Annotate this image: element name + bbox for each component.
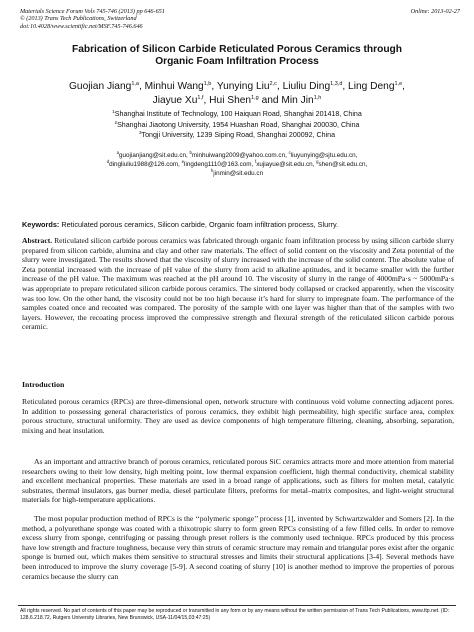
author-sup: 2,c <box>269 81 277 87</box>
body-paragraph: The most popular production method of RPCs is the ‘‘polymeric sponge’’ process [1], invented by Schwartzwalder and Somers [2]. In the method, a polyurethane sponge was coated with a thixotropic slurry to form green RPCs consisting of a few filled cells. In order to remove excess slurry from sponge, centrifuging or passing through preset rollers is the commonly used technique. RPCs produced by this process have low strength and fracture toughness, because very thin struts of ceramic structure may remain and triangular pores exist after the organic sponge is burned out, which makes them sensitive to structural stresses and limits their structural applications [3-4]. Several methods have been introduced to improve the slurry coverage [5-9]. A second coating of slurry [10] is another method to improve the properties of porous ceramics because the slurry can <box>22 514 454 581</box>
body-paragraph: As an important and attractive branch of porous ceramics, reticulated porous SiC ceramics attracts more and more attention from material researchers owing to their low density, high melting point, low thermal expansion coefficient, high thermal conductivity, chemical stability and excellent mechanical properties. These materials are used in a broad range of applications, such as filters for molten metal, catalytic substrates, thermal insulators, gas burner media, diesel particulate filters, preforms for metal–matrix composites, and light-weight structural materials for high-temperature applications. <box>22 457 454 505</box>
author-sup: 1,a <box>131 81 139 87</box>
copyright-footer: All rights reserved. No part of contents of this paper may be reproduced or transmitted in any form or by any means without the written permission of Trans Tech Publications, www.ttp.net. (ID: 128.6.218.72, Rutgers University Libraries, New Brunswick, USA-11/04/15,03:47:25) <box>20 608 450 621</box>
email-sup: d <box>106 159 110 165</box>
email-sup: a <box>116 150 120 155</box>
author-name: Ling Deng <box>348 81 395 92</box>
author-list <box>18 80 456 107</box>
affiliation-text: Shanghai Institute of Technology, 100 Haiquan Road, Shanghai 201418, China <box>114 110 362 118</box>
author-sep: , <box>276 81 283 92</box>
author-sep: , <box>211 81 217 92</box>
abstract-text: Reticulated silicon carbide porous ceramics was fabricated through organic foam infiltration process by using silicon carbide slurry prepared from silicon carbide, alumina and clay and other raw materials. The effect of solid content on the viscosity and Zeta potential of the slurry were investigated. The results showed that the viscosity of slurry increased with the increase of the solid content. The absolute value of Zeta potential increased with the increase of pH value of the slurry from acid to alkaline aptitudes, and it became smaller with the further increase of the pH value. The maximum was reached at the pH around 10. The viscosity of slurry in the range of 4000mPa·s ~ 5000mPa·s was appropriate to prepare reticulated silicon carbide porous ceramics. The sintered body collapsed or cracked apparently, when the viscosity was too low. On the other hand, the viscosity could not be too high because it’s hard for slurry to impregnate foam. The performance of the samples coated once and recoated was compared. The porosity of the sample with one layer was higher than that of the samples with two layers. However, the recoating process improved the compressive strength and flexural strength of the reticulated silicon carbide porous ceramic. <box>22 236 454 332</box>
email-sup: b <box>189 150 192 155</box>
copyright-line: © (2013) Trans Tech Publications, Switzerland <box>20 15 137 23</box>
email-sup: c <box>288 150 291 155</box>
section-heading: Introduction <box>22 380 65 389</box>
affiliation-text: Shanghai Jiaotong University, 1954 Huashan Road, Shanghai 200030, China <box>117 120 360 129</box>
journal-header <box>20 8 165 30</box>
email-link[interactable]: dingliuliu1988@126.com, <box>109 161 182 169</box>
affiliation <box>18 120 456 131</box>
title-line-2: Organic Foam Infiltration Process <box>155 56 319 68</box>
keywords-label: Keywords: <box>22 220 60 229</box>
author-sep: , <box>342 81 349 92</box>
author-name: Yunying Liu <box>216 81 270 92</box>
affiliation-sup: 2 <box>114 119 118 125</box>
abstract-paragraph <box>22 236 454 332</box>
author-sep: and <box>258 94 282 106</box>
email-line-3 <box>18 169 456 178</box>
author-sep: , <box>138 81 145 92</box>
affiliation-text: Tongji University, 1239 Siping Road, Shanghai 200092, China <box>141 131 336 140</box>
email-sup: h <box>210 168 214 174</box>
affiliation <box>18 109 456 120</box>
email-link[interactable]: xujiayue@sit.edu.cn, <box>256 161 317 169</box>
email-link[interactable]: jinmin@sit.edu.cn <box>213 170 264 178</box>
email-link[interactable]: shen@sit.edu.cn, <box>318 161 368 169</box>
footer-divider <box>18 605 456 606</box>
author-name: Minhui Wang <box>144 81 204 92</box>
author-name: Jiayue Xu <box>152 94 198 106</box>
doi-line: doi:10.4028/www.scientific.net/MSF.745-746.646 <box>20 22 143 30</box>
title-line-1: Fabrication of Silicon Carbide Reticulated Porous Ceramics through <box>71 44 402 55</box>
author-sup: 1,e <box>394 81 403 87</box>
email-link[interactable]: minhuiwang2009@yahoo.com.cn, <box>191 152 289 159</box>
paper-title <box>18 44 456 69</box>
author-sup: 1,f <box>197 94 204 101</box>
email-line-1 <box>18 151 456 160</box>
author-line-1 <box>18 80 456 94</box>
email-list <box>18 151 456 179</box>
email-link[interactable]: guojianjiang@sit.edu.cn, <box>119 152 190 159</box>
author-name: Hui Shen <box>209 94 252 106</box>
author-line-2 <box>18 94 456 108</box>
body-paragraph: Reticulated porous ceramics (RPCs) are three-dimensional open, network structure with continuous void volume connecting adjacent pores. In addition to possessing general characteristics of porous ceramics, they exhibit high permeability, high specific surface area, complex porous structure, structural uniformity. They are used as device components of high temperature filtering, cleaning, absorbing, separation, mixing and heat insulation. <box>22 397 454 435</box>
author-sep: , <box>402 81 405 92</box>
email-sup: g <box>316 159 319 165</box>
author-name: Liuliu Ding <box>282 81 331 92</box>
author-name: Guojian Jiang <box>69 81 132 92</box>
author-sup: 1,3,d <box>330 81 343 87</box>
affiliation <box>18 130 456 141</box>
email-line-2 <box>18 160 456 169</box>
email-link[interactable]: lingdeng1110@163.com, <box>184 161 255 169</box>
author-sup: 1,b <box>203 81 212 87</box>
email-sup: e <box>181 159 185 165</box>
affiliation-list <box>18 109 456 141</box>
email-sup: f <box>254 159 257 165</box>
abstract-label: Abstract. <box>22 236 53 245</box>
keywords-text: Reticulated porous ceramics, Silicon carbide, Organic foam infiltration process, Slurry. <box>59 220 339 229</box>
author-sup: 1,h <box>313 94 322 101</box>
author-sup: 1,g <box>251 94 259 101</box>
affiliation-sup: 3 <box>138 130 142 136</box>
affiliation-sup: 1 <box>112 109 115 114</box>
author-name: Min Jin <box>281 94 314 106</box>
author-sep: , <box>203 94 210 106</box>
online-date: Online: 2013-02-27 <box>410 8 460 15</box>
email-link[interactable]: liuyunying@sjtu.edu.cn, <box>290 152 358 159</box>
journal-name: Materials Science Forum Vols 745-746 (2013) pp 646-651 <box>20 8 165 15</box>
keywords-line <box>22 220 454 229</box>
